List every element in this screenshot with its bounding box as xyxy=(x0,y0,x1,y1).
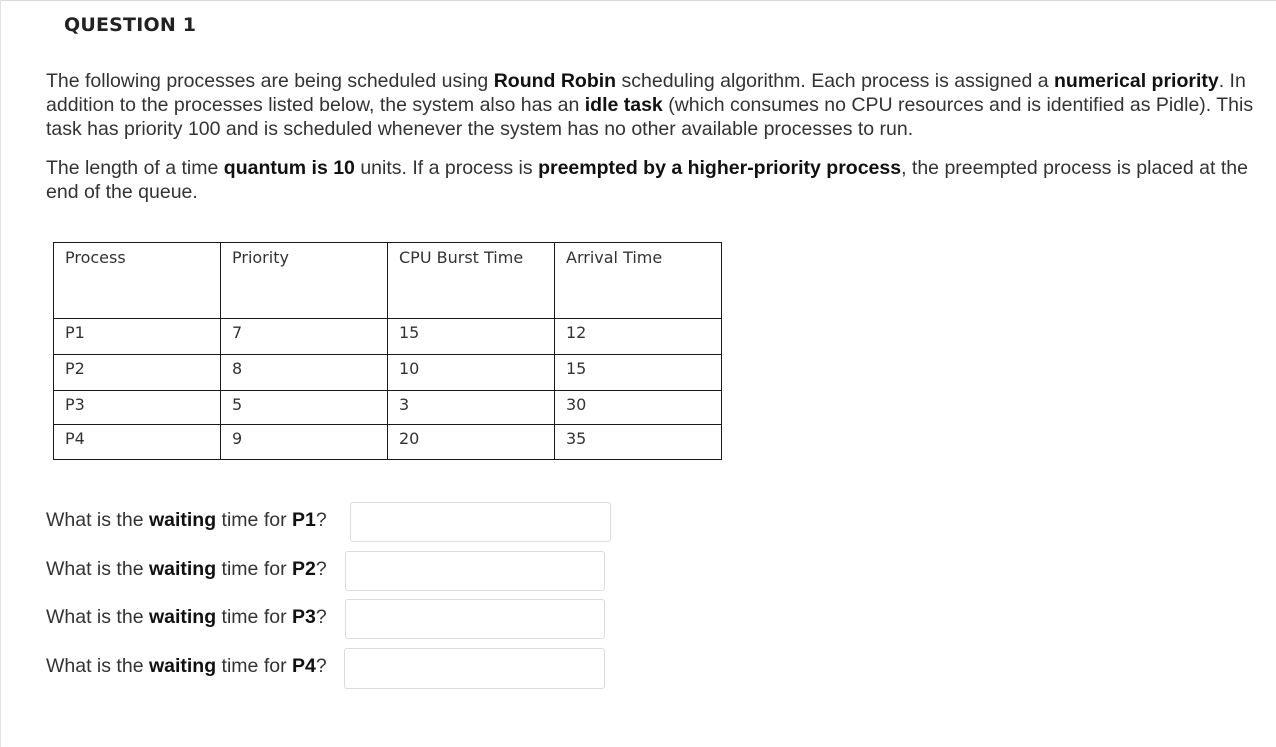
question-p2-label xyxy=(46,558,327,581)
question-bold-process: P4 xyxy=(292,655,316,677)
page-left-border xyxy=(0,0,1,747)
page-top-border xyxy=(0,0,1276,1)
question-title: QUESTION 1 xyxy=(64,14,197,36)
table-header-row xyxy=(54,243,722,319)
intro-text: (which consumes no CPU resources and is identified as Pidle). This task has priority 100 and is scheduled whenever the system has no other available processes to run. xyxy=(46,94,1254,140)
header-priority: Priority xyxy=(221,243,388,319)
question-text: What is the xyxy=(46,509,149,531)
table-row xyxy=(54,319,722,355)
cell-arrival: 30 xyxy=(555,391,722,425)
table-row xyxy=(54,425,722,460)
cell-cpu-burst: 15 xyxy=(388,319,555,355)
question-bold-waiting: waiting xyxy=(148,558,217,580)
question-text: time for xyxy=(216,655,292,677)
question-text: ? xyxy=(315,655,327,677)
question-bold-process: P1 xyxy=(292,509,316,531)
cell-cpu-burst: 3 xyxy=(388,391,555,425)
intro-paragraph-2 xyxy=(46,156,1271,204)
intro-text: The length of a time xyxy=(46,157,224,179)
intro-bold-idle-task: idle task xyxy=(584,94,663,116)
cell-process: P2 xyxy=(54,355,221,391)
cell-cpu-burst: 20 xyxy=(388,425,555,460)
cell-priority: 8 xyxy=(221,355,388,391)
intro-text: , the preempted process is placed at the end of the queue. xyxy=(46,157,1248,203)
intro-text: units. If a process is xyxy=(354,157,539,179)
question-text: What is the xyxy=(46,655,149,677)
table-row xyxy=(54,391,722,425)
intro-bold-quantum: quantum is 10 xyxy=(223,157,355,179)
intro-bold-round-robin: Round Robin xyxy=(493,70,617,92)
intro-text: . In addition to the processes listed below, the system also has an xyxy=(46,70,1246,116)
cell-arrival: 35 xyxy=(555,425,722,460)
intro-bold-numerical-priority: numerical priority xyxy=(1054,70,1219,92)
question-text: ? xyxy=(315,558,327,580)
header-process: Process xyxy=(54,243,221,319)
question-text: time for xyxy=(216,509,292,531)
question-text: time for xyxy=(216,606,292,628)
question-text: ? xyxy=(315,509,327,531)
question-p3-label xyxy=(46,606,327,629)
answer-input-p3[interactable] xyxy=(345,599,605,639)
question-bold-process: P3 xyxy=(292,606,316,628)
cell-process: P1 xyxy=(54,319,221,355)
answer-input-p4[interactable] xyxy=(344,648,605,689)
answer-input-p2[interactable] xyxy=(345,551,605,591)
cell-arrival: 15 xyxy=(555,355,722,391)
cell-priority: 9 xyxy=(221,425,388,460)
table-row xyxy=(54,355,722,391)
question-p4-label xyxy=(46,655,327,678)
cell-cpu-burst: 10 xyxy=(388,355,555,391)
question-p1-label xyxy=(46,509,327,532)
question-text: ? xyxy=(315,606,327,628)
question-bold-process: P2 xyxy=(292,558,316,580)
intro-text: The following processes are being scheduled using xyxy=(46,70,494,92)
cell-priority: 5 xyxy=(221,391,388,425)
cell-priority: 7 xyxy=(221,319,388,355)
cell-process: P4 xyxy=(54,425,221,460)
cell-process: P3 xyxy=(54,391,221,425)
intro-bold-preempted: preempted by a higher-priority process xyxy=(538,157,902,179)
process-table xyxy=(53,242,722,460)
answer-input-p1[interactable] xyxy=(350,502,611,542)
intro-text: scheduling algorithm. Each process is assigned a xyxy=(616,70,1054,92)
question-bold-waiting: waiting xyxy=(148,509,217,531)
question-text: What is the xyxy=(46,558,149,580)
header-cpu-burst-time: CPU Burst Time xyxy=(388,243,555,319)
question-bold-waiting: waiting xyxy=(148,606,217,628)
question-text: What is the xyxy=(46,606,149,628)
header-arrival-time: Arrival Time xyxy=(555,243,722,319)
question-text: time for xyxy=(216,558,292,580)
cell-arrival: 12 xyxy=(555,319,722,355)
question-bold-waiting: waiting xyxy=(148,655,217,677)
intro-paragraph-1 xyxy=(46,69,1271,141)
